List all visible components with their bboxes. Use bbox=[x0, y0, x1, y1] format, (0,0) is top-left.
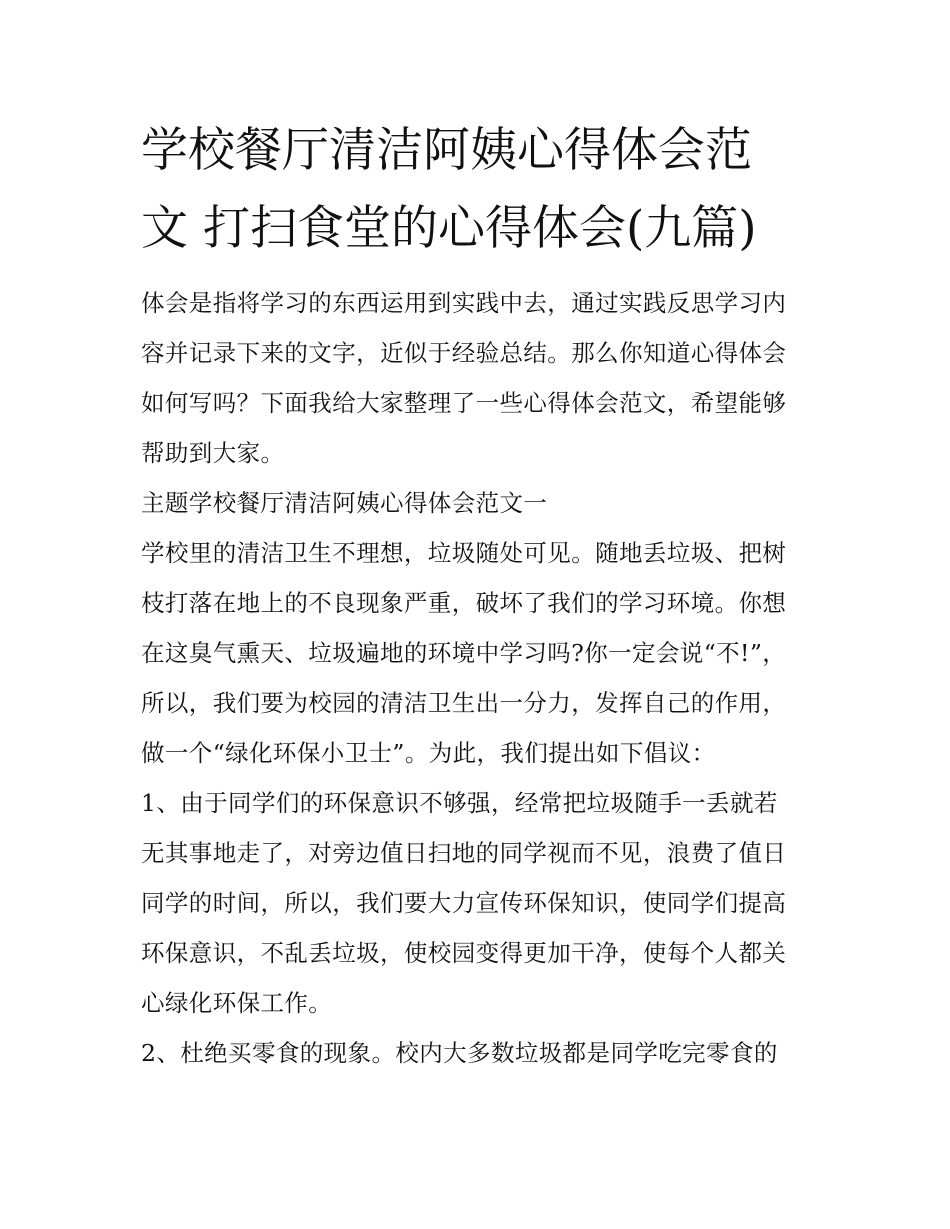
item-1-line-5: 心绿化环保工作。 bbox=[141, 989, 333, 1017]
paragraph-1-line-4: 所以，我们要为校园的清洁卫生出一分力，发挥自己的作用， bbox=[141, 689, 787, 717]
title-line-1: 学校餐厅清洁阿姨心得体会范 bbox=[141, 123, 752, 178]
document-title bbox=[141, 112, 821, 268]
paragraph-1-line-3: 在这臭气熏天、垃圾遍地的环境中学习吗?你一定会说“不!”， bbox=[141, 639, 787, 667]
title-line-2: 文 打扫食堂的心得体会(九篇) bbox=[141, 201, 757, 256]
item-2-line-1: 2、杜绝买零食的现象。校内大多数垃圾都是同学吃完零食的 bbox=[141, 1039, 778, 1067]
intro-paragraph bbox=[141, 278, 821, 478]
paragraph-1-line-5: 做一个“绿化环保小卫士”。为此，我们提出如下倡议： bbox=[141, 739, 716, 767]
item-1-line-4: 环保意识，不乱丢垃圾，使校园变得更加干净，使每个人都关 bbox=[141, 939, 787, 967]
section-heading: 主题学校餐厅清洁阿姨心得体会范文一 bbox=[141, 489, 548, 517]
paragraph-1 bbox=[141, 528, 821, 778]
paragraph-1-line-1: 学校里的清洁卫生不理想，垃圾随处可见。随地丢垃圾、把树 bbox=[141, 539, 787, 567]
list-item-2 bbox=[141, 1028, 821, 1078]
item-1-line-2: 无其事地走了，对旁边值日扫地的同学视而不见，浪费了值日 bbox=[141, 839, 787, 867]
item-1-line-1: 1、由于同学们的环保意识不够强，经常把垃圾随手一丢就若 bbox=[141, 789, 778, 817]
paragraph-1-line-2: 枝打落在地上的不良现象严重，破坏了我们的学习环境。你想 bbox=[141, 589, 787, 617]
intro-line-2: 容并记录下来的文字，近似于经验总结。那么你知道心得体会 bbox=[141, 339, 787, 367]
item-1-line-3: 同学的时间，所以，我们要大力宣传环保知识，使同学们提高 bbox=[141, 889, 787, 917]
intro-line-3: 如何写吗？下面我给大家整理了一些心得体会范文，希望能够 bbox=[141, 389, 787, 417]
document-body bbox=[141, 278, 821, 1078]
intro-line-4: 帮助到大家。 bbox=[141, 439, 285, 467]
intro-line-1: 体会是指将学习的东西运用到实践中去，通过实践反思学习内 bbox=[141, 289, 787, 317]
list-item-1 bbox=[141, 778, 821, 1028]
